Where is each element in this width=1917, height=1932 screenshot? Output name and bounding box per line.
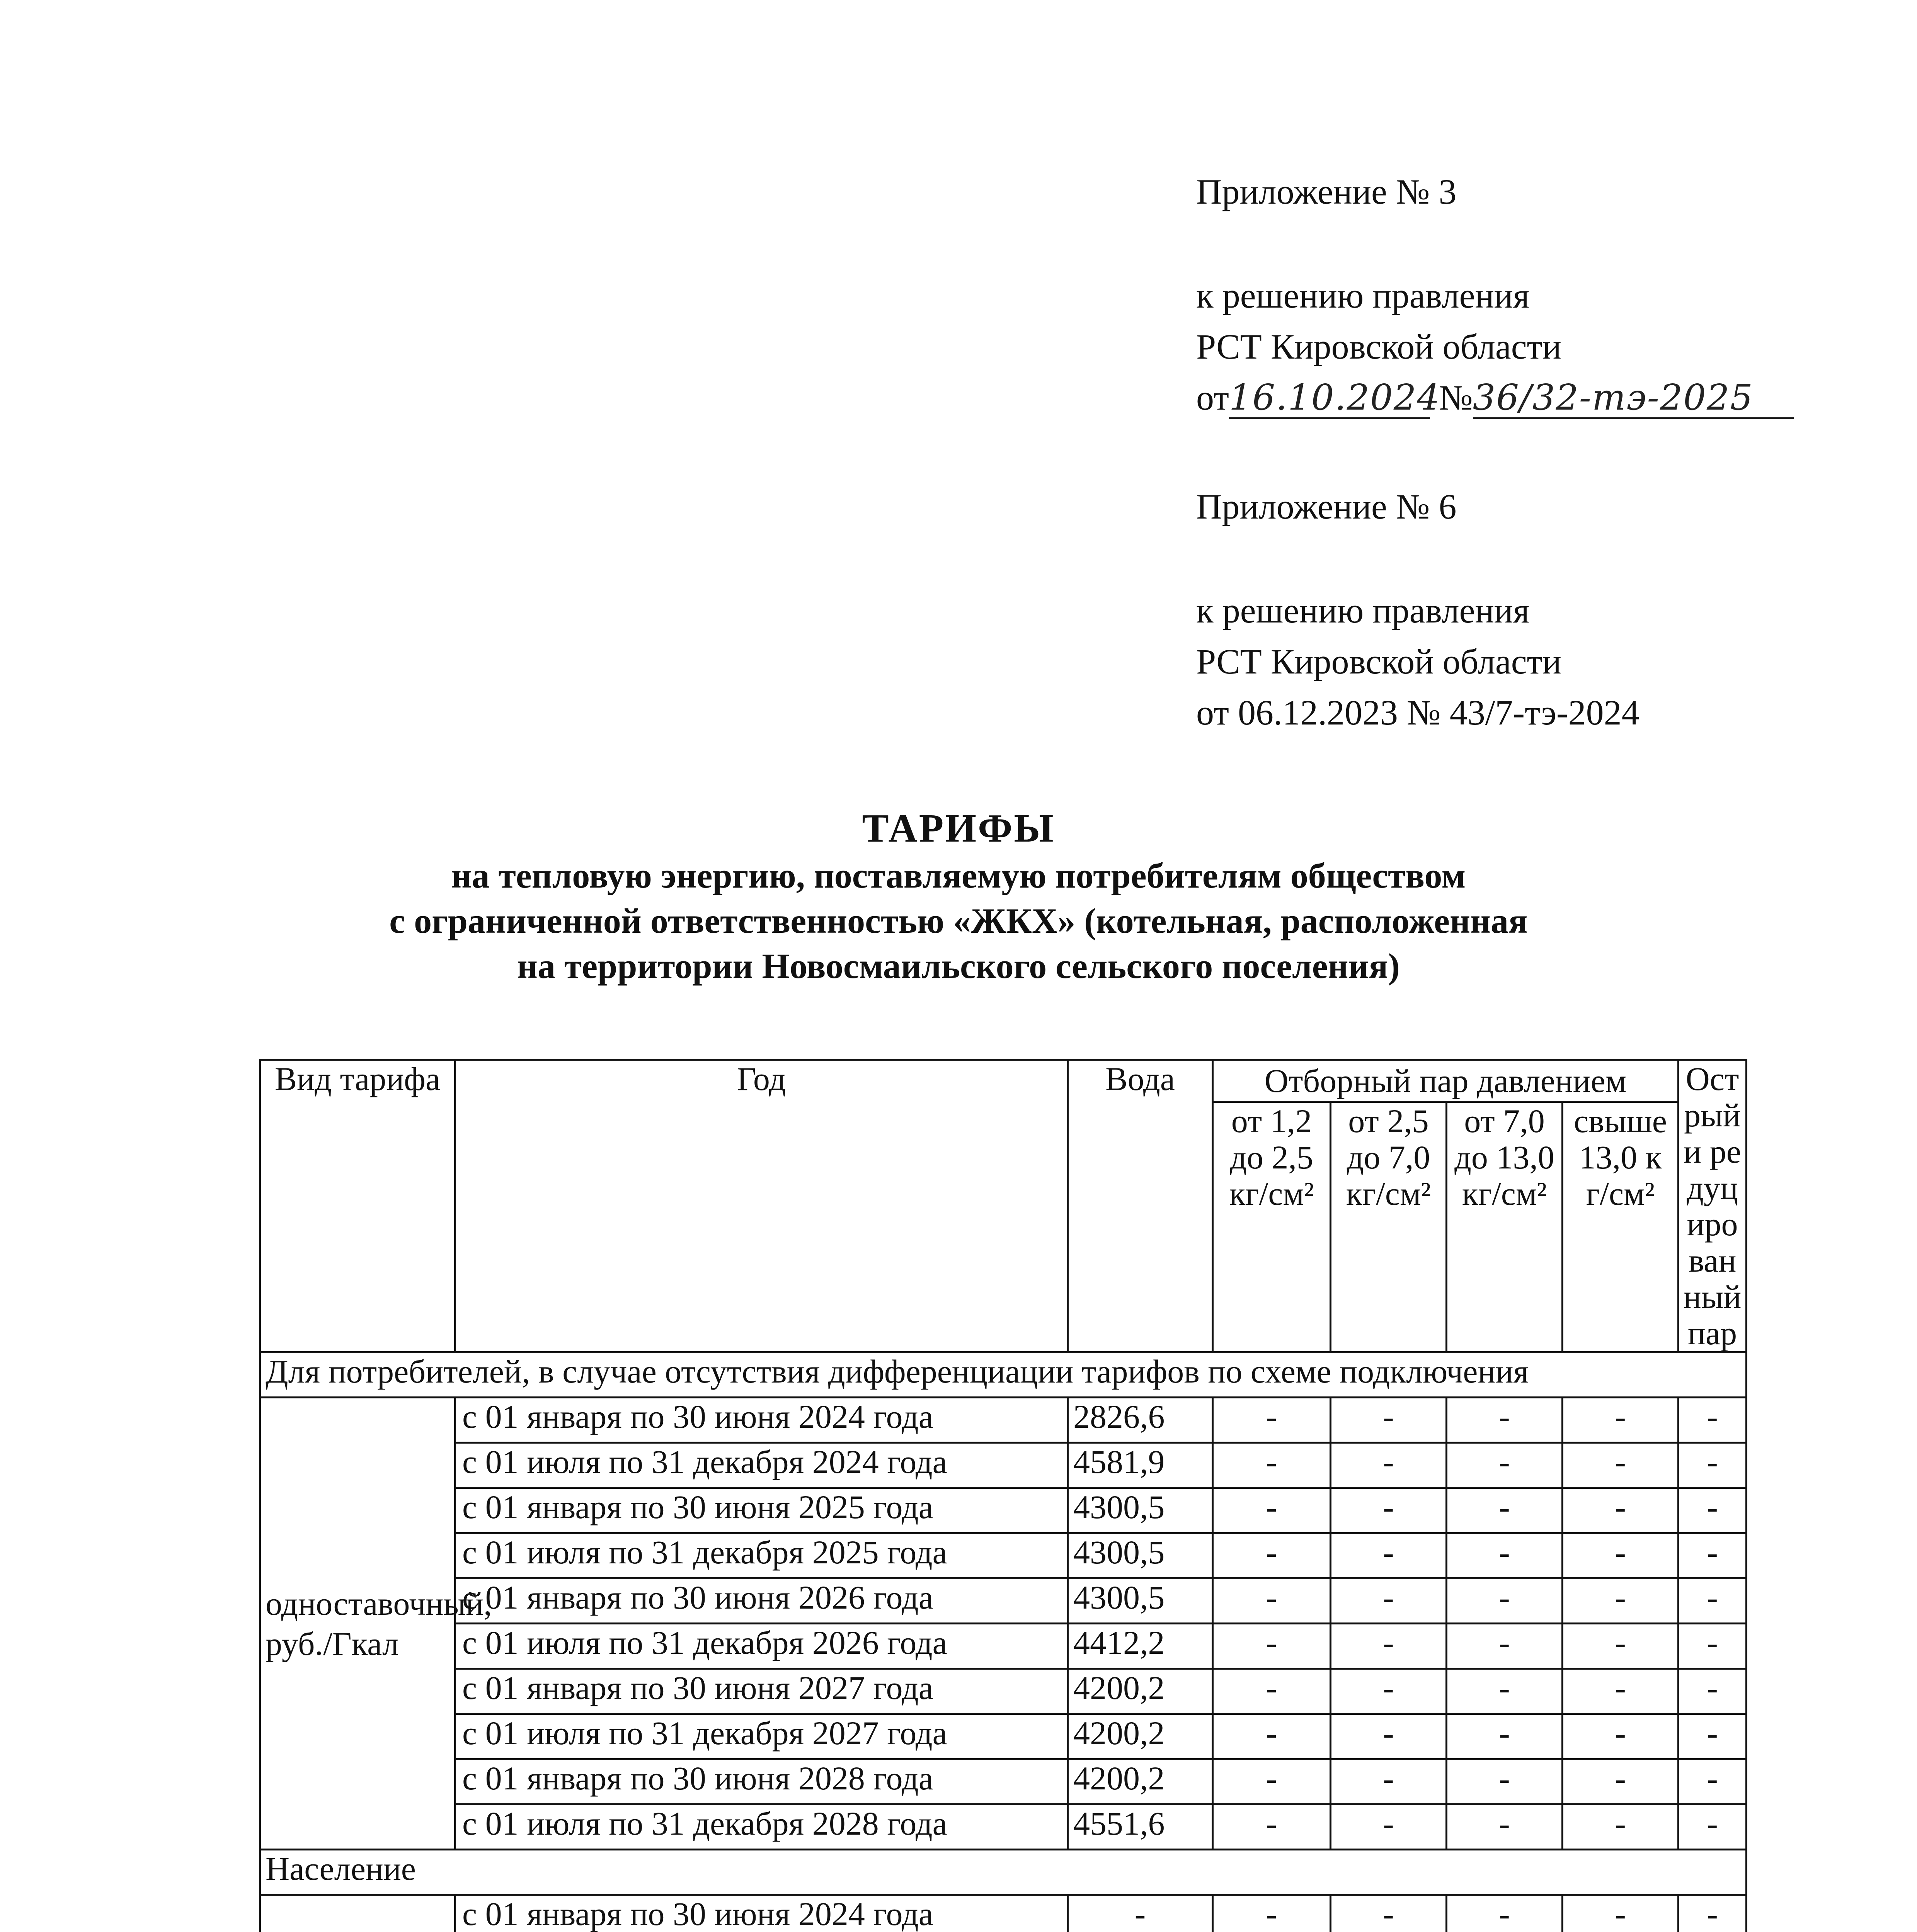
steam-4-cell: -: [1563, 1759, 1679, 1804]
tariff-type-cell: одноставочный, руб./Гкал: [260, 1398, 455, 1850]
steam-2-cell: -: [1331, 1714, 1447, 1759]
steam-2-cell: -: [1331, 1895, 1447, 1932]
period-cell: с 01 января по 30 июня 2025 года: [455, 1488, 1068, 1533]
water-cell: 4200,2: [1068, 1714, 1213, 1759]
steam-4-cell: -: [1563, 1533, 1679, 1578]
steam-2-cell: -: [1331, 1398, 1447, 1443]
sharp-steam-cell: -: [1679, 1398, 1747, 1443]
water-cell: 4200,2: [1068, 1759, 1213, 1804]
water-cell: 4300,5: [1068, 1488, 1213, 1533]
header-steam-group: Отборный пар давлением: [1213, 1060, 1679, 1102]
appendix-original: [1196, 481, 1639, 738]
steam-1-cell: -: [1213, 1624, 1331, 1669]
steam-2-cell: -: [1331, 1533, 1447, 1578]
section-title: Население: [260, 1850, 1747, 1895]
appendix-original-line1: к решению правления: [1196, 591, 1530, 630]
table-row: [260, 1488, 1747, 1533]
period-cell: с 01 июля по 31 декабря 2028 года: [455, 1804, 1068, 1850]
steam-1-cell: -: [1213, 1578, 1331, 1624]
steam-2-cell: -: [1331, 1804, 1447, 1850]
steam-2-cell: -: [1331, 1624, 1447, 1669]
appendix-original-line2: РСТ Кировской области: [1196, 642, 1561, 681]
steam-3-cell: -: [1447, 1895, 1563, 1932]
steam-2-cell: -: [1331, 1578, 1447, 1624]
period-cell: с 01 января по 30 июня 2026 года: [455, 1578, 1068, 1624]
steam-2-cell: -: [1331, 1488, 1447, 1533]
steam-1-cell: -: [1213, 1398, 1331, 1443]
header-steam-3: от 7,0 до 13,0 кг/см²: [1447, 1102, 1563, 1352]
period-cell: с 01 июля по 31 декабря 2024 года: [455, 1443, 1068, 1488]
period-cell: с 01 июля по 31 декабря 2027 года: [455, 1714, 1068, 1759]
sharp-steam-cell: -: [1679, 1669, 1747, 1714]
steam-4-cell: -: [1563, 1895, 1679, 1932]
steam-3-cell: -: [1447, 1624, 1563, 1669]
appendix-current-line1: к решению правления: [1196, 276, 1530, 315]
steam-1-cell: -: [1213, 1488, 1331, 1533]
steam-1-cell: -: [1213, 1895, 1331, 1932]
tariff-type-cell: [260, 1895, 455, 1932]
appendix-current-ref: [1196, 372, 1794, 423]
header-steam-1: от 1,2 до 2,5 кг/см²: [1213, 1102, 1331, 1352]
tariff-table: [259, 1059, 1747, 1932]
appendix-current-title: Приложение № 3: [1196, 172, 1457, 211]
steam-3-cell: -: [1447, 1714, 1563, 1759]
table-row: [260, 1533, 1747, 1578]
header-sharp-steam: Острый и редуцированный пар: [1679, 1060, 1747, 1352]
water-cell: 4551,6: [1068, 1804, 1213, 1850]
steam-1-cell: -: [1213, 1669, 1331, 1714]
water-cell: 2826,6: [1068, 1398, 1213, 1443]
header-year: Год: [455, 1060, 1068, 1352]
header-steam-4: свыше 13,0 кг/см²: [1563, 1102, 1679, 1352]
steam-4-cell: -: [1563, 1669, 1679, 1714]
heading-line3: на территории Новосмаильского сельского поселения): [517, 946, 1400, 986]
water-cell: 4300,5: [1068, 1578, 1213, 1624]
steam-4-cell: -: [1563, 1443, 1679, 1488]
header-row-1: [260, 1060, 1747, 1102]
steam-1-cell: -: [1213, 1714, 1331, 1759]
section-title-row: [260, 1850, 1747, 1895]
steam-3-cell: -: [1447, 1669, 1563, 1714]
sharp-steam-cell: -: [1679, 1759, 1747, 1804]
steam-3-cell: -: [1447, 1804, 1563, 1850]
sharp-steam-cell: -: [1679, 1578, 1747, 1624]
period-cell: с 01 января по 30 июня 2024 года: [455, 1398, 1068, 1443]
steam-1-cell: -: [1213, 1804, 1331, 1850]
header-tariff-type: Вид тарифа: [260, 1060, 455, 1352]
table-row: [260, 1443, 1747, 1488]
sharp-steam-cell: -: [1679, 1533, 1747, 1578]
steam-3-cell: -: [1447, 1533, 1563, 1578]
steam-1-cell: -: [1213, 1533, 1331, 1578]
appendix-current-from-label: от: [1196, 378, 1229, 417]
heading-title: ТАРИФЫ: [862, 806, 1055, 850]
appendix-original-title: Приложение № 6: [1196, 487, 1457, 526]
sharp-steam-cell: -: [1679, 1895, 1747, 1932]
steam-2-cell: -: [1331, 1443, 1447, 1488]
table-row: [260, 1669, 1747, 1714]
table-row: [260, 1804, 1747, 1850]
water-cell: 4300,5: [1068, 1533, 1213, 1578]
steam-4-cell: -: [1563, 1578, 1679, 1624]
table-row: [260, 1714, 1747, 1759]
period-cell: с 01 июля по 31 декабря 2025 года: [455, 1533, 1068, 1578]
steam-3-cell: -: [1447, 1443, 1563, 1488]
steam-4-cell: -: [1563, 1714, 1679, 1759]
table-row: [260, 1895, 1747, 1932]
table-row: [260, 1398, 1747, 1443]
steam-4-cell: -: [1563, 1804, 1679, 1850]
header-water: Вода: [1068, 1060, 1213, 1352]
appendix-current-number-sign: №: [1439, 378, 1473, 417]
table-row: [260, 1759, 1747, 1804]
appendix-current: [1196, 166, 1794, 423]
document-heading: [0, 804, 1917, 989]
sharp-steam-cell: -: [1679, 1624, 1747, 1669]
section-title: Для потребителей, в случае отсутствия дифференциации тарифов по схеме подключения: [260, 1352, 1747, 1398]
sharp-steam-cell: -: [1679, 1804, 1747, 1850]
steam-4-cell: -: [1563, 1624, 1679, 1669]
water-cell: 4200,2: [1068, 1669, 1213, 1714]
steam-1-cell: -: [1213, 1759, 1331, 1804]
steam-3-cell: -: [1447, 1578, 1563, 1624]
table-row: [260, 1624, 1747, 1669]
header-steam-2: от 2,5 до 7,0 кг/см²: [1331, 1102, 1447, 1352]
sharp-steam-cell: -: [1679, 1443, 1747, 1488]
period-cell: с 01 января по 30 июня 2027 года: [455, 1669, 1068, 1714]
steam-3-cell: -: [1447, 1488, 1563, 1533]
section-consumers: [260, 1352, 1747, 1850]
sharp-steam-cell: -: [1679, 1714, 1747, 1759]
section-title-row: [260, 1352, 1747, 1398]
water-cell: -: [1068, 1895, 1213, 1932]
period-cell: с 01 июля по 31 декабря 2026 года: [455, 1624, 1068, 1669]
period-cell: с 01 января по 30 июня 2028 года: [455, 1759, 1068, 1804]
water-cell: 4412,2: [1068, 1624, 1213, 1669]
handwritten-number: 36/32-тэ-2025: [1473, 378, 1794, 419]
appendix-original-line3: от 06.12.2023 № 43/7-тэ-2024: [1196, 693, 1639, 732]
steam-1-cell: -: [1213, 1443, 1331, 1488]
steam-3-cell: -: [1447, 1759, 1563, 1804]
section-population: [260, 1850, 1747, 1932]
steam-2-cell: -: [1331, 1669, 1447, 1714]
heading-line1: на тепловую энергию, поставляемую потребителям обществом: [451, 856, 1466, 895]
water-cell: 4581,9: [1068, 1443, 1213, 1488]
steam-3-cell: -: [1447, 1398, 1563, 1443]
sharp-steam-cell: -: [1679, 1488, 1747, 1533]
appendix-current-line2: РСТ Кировской области: [1196, 327, 1561, 366]
heading-line2: с ограниченной ответственностью «ЖКХ» (котельная, расположенная: [389, 901, 1528, 940]
period-cell: с 01 января по 30 июня 2024 года: [455, 1895, 1068, 1932]
steam-2-cell: -: [1331, 1759, 1447, 1804]
steam-4-cell: -: [1563, 1398, 1679, 1443]
handwritten-date: 16.10.2024: [1229, 377, 1440, 418]
steam-4-cell: -: [1563, 1488, 1679, 1533]
